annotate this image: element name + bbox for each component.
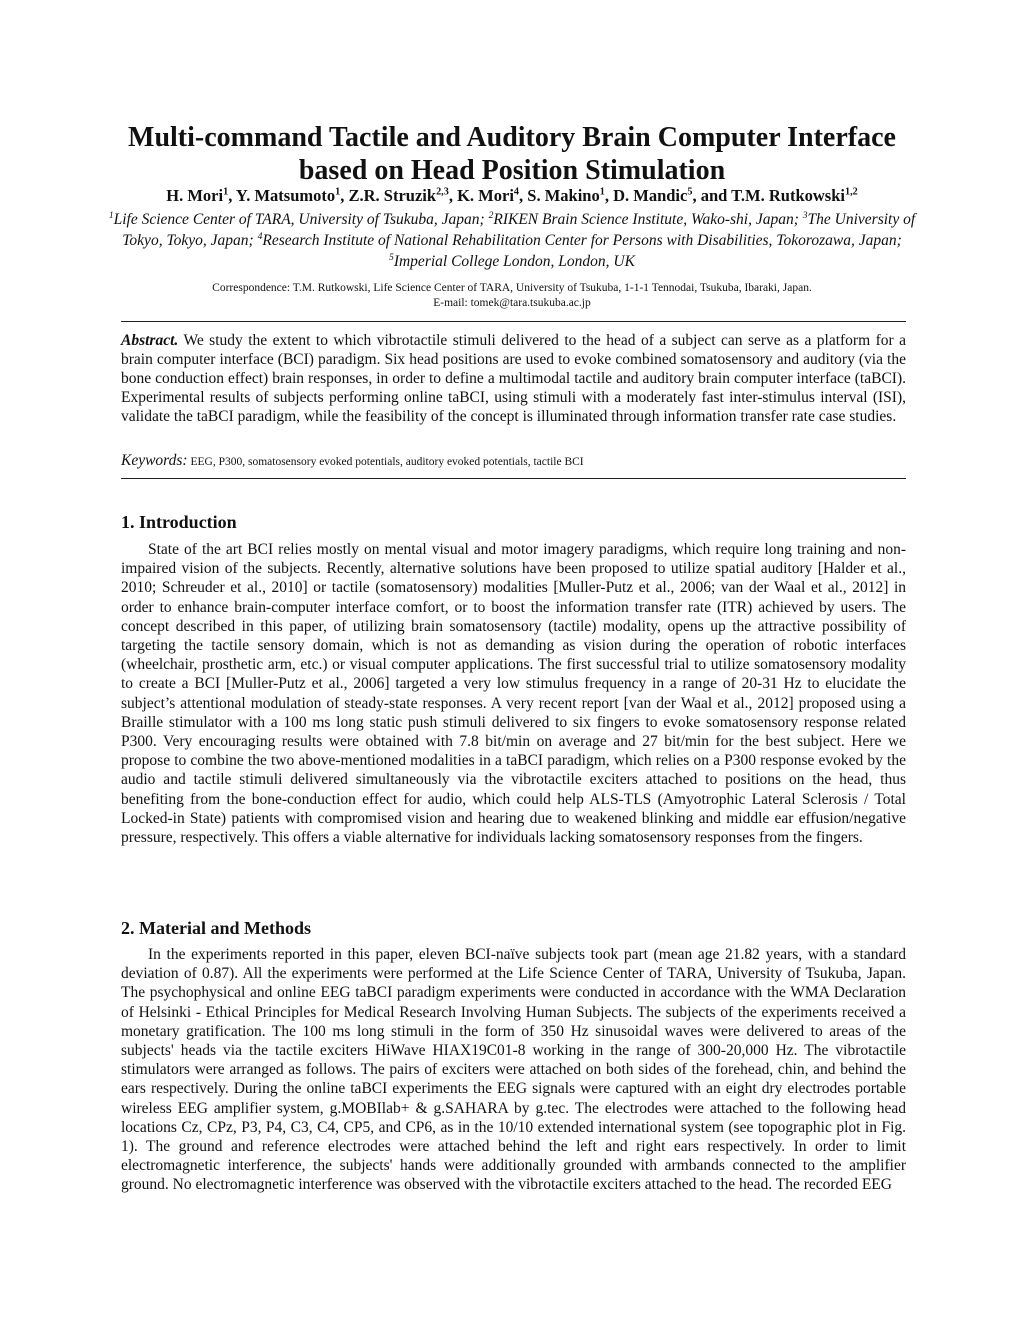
- keywords: [121, 453, 906, 470]
- author: Z.R. Struzik$^{2,3}$,: [348, 186, 458, 205]
- section-heading: 1. Introduction: [121, 512, 237, 532]
- section-body: In the experiments reported in this paper, eleven BCI-naïve subjects took part (mean age 21.82 years, with a standard deviation of 0.87). All the experiments were performed at the Life Science Center of TARA, University of Tsukuba, Japan. The psychophysical and online EEG taBCI paradigm experiments were conducted in accordance with the WMA Declaration of Helsinki - Ethical Principles for Medical Research Involving Human Subjects. The subjects of the experiments received a monetary gratification. The 100 ms long stimuli in the form of 350 Hz sinusoidal waves were delivered to areas of the subjects' heads via the tactile exciters HiWave HIAX19C01-8 working in the range of 300-20,000 Hz. The vibrotactile stimulators were arranged as follows. The pairs of exciters were attached on both sides of the forehead, chin, and behind the ears respectively. During the online taBCI experiments the EEG signals were captured with an eight dry electrodes portable wireless EEG amplifier system, g.MOBIlab+ & g.SAHARA by g.tec. The electrodes were attached to the following head locations Cz, CPz, P3, P4, C3, C4, CP5, and CP6, as in the 10/10 extended international system (see topographic plot in Fig. 1). The ground and reference electrodes were attached behind the left and right ears respectively. In order to limit electromagnetic interference, the subjects' hands were additionally grounded with armbands connected to the amplifier ground. No electromagnetic interference was observed with the vibrotactile exciters attached to the head. The recorded EEG: [121, 946, 906, 1194]
- affiliation: Life Science Center of TARA, University of Tsukuba, Japan;: [113, 211, 489, 228]
- correspondence-address: Correspondence: T.M. Rutkowski, Life Science Center of TARA, University of Tsukuba, 1-1-1 Tennodai, Tsukuba, Ibaraki, Japan.: [212, 282, 812, 294]
- abstract-label: Abstract.: [121, 332, 179, 349]
- paper-title: Multi-command Tactile and Auditory Brain Computer Interface based on Head Position Stimulation: [128, 122, 896, 186]
- author: Y. Matsumoto$^1$,: [235, 186, 349, 205]
- affiliation: Imperial College London, London, UK: [393, 253, 635, 270]
- section-heading: 2. Material and Methods: [121, 918, 311, 938]
- author-list: [100, 186, 924, 206]
- author: D. Mandic$^5$, and: [613, 186, 732, 205]
- author: T.M. Rutkowski$^{1,2}$: [731, 186, 858, 205]
- affiliation: RIKEN Brain Science Institute, Wako-shi, Japan;: [493, 211, 803, 228]
- correspondence-email: E-mail: tomek@tara.tsukuba.ac.jp: [433, 297, 591, 309]
- divider-top: [121, 321, 906, 322]
- author: K. Mori$^4$,: [457, 186, 528, 205]
- abstract: [121, 331, 906, 426]
- affiliation: Research Institute of National Rehabilitation Center for Persons with Disabilities, Tokorozawa, Japan;: [262, 232, 902, 249]
- abstract-text: We study the extent to which vibrotactile stimuli delivered to the head of a subject can serve as a platform for a brain computer interface (BCI) paradigm. Six head positions are used to evoke combined somatosensory and auditory (via the bone conduction effect) brain responses, in order to define a multimodal tactile and auditory brain computer interface (taBCI). Experimental results of subjects performing online taBCI, using stimuli with a moderately fast inter-stimulus interval (ISI), validate the taBCI paradigm, while the feasibility of the concept is illuminated through information transfer rate case studies.: [121, 332, 906, 425]
- author: S. Makino$^1$,: [527, 186, 614, 205]
- affiliation: The University of Tokyo, Tokyo, Japan;: [122, 211, 916, 249]
- divider-bottom: [121, 478, 906, 479]
- keywords-text: EEG, P300, somatosensory evoked potentials, auditory evoked potentials, tactile BCI: [190, 456, 584, 468]
- author: H. Mori$^1$,: [166, 186, 236, 205]
- section-body: State of the art BCI relies mostly on mental visual and motor imagery paradigms, which require long training and non-impaired vision of the subjects. Recently, alternative solutions have been proposed to utilize spatial auditory [Halder et al., 2010; Schreuder et al., 2010] or tactile (somatosensory) modalities [Muller-Putz et al., 2006; van der Waal et al., 2012] in order to enhance brain-computer interface comfort, or to boost the information transfer rate (ITR) achieved by users. The concept described in this paper, of utilizing brain somatosensory (tactile) modality, opens up the attractive possibility of targeting the tactile sensory domain, which is not as demanding as vision during the operation of robotic interfaces (wheelchair, prosthetic arm, etc.) or visual computer applications. The first successful trial to utilize somatosensory modality to create a BCI [Muller-Putz et al., 2006] targeted a very low stimulus frequency in a range of 20-31 Hz to elucidate the subject’s attentional modulation of steady-state responses. A very recent report [van der Waal et al., 2012] proposed using a Braille stimulator with a 100 ms long static push stimuli delivered to six fingers to evoke somatosensory response related P300. Very encouraging results were obtained with 7.8 bit/min on average and 27 bit/min for the best subject. Here we propose to combine the two above-mentioned modalities in a taBCI paradigm, which relies on a P300 response evoked by the audio and tactile stimuli delivered simultaneously via the vibrotactile exciters attached to positions on the head, thus benefiting from the bone-conduction effect for audio, which could help ALS-TLS (Amyotrophic Lateral Sclerosis / Total Locked-in State) patients with compromised vision and hearing due to weakened blinking and middle ear effusion/negative pressure, respectively. This offers a viable alternative for individuals lacking somatosensory responses from the fingers.: [121, 541, 906, 847]
- affiliations: $^1$Life Science Center of TARA, University of Tsukuba, Japan; $^2$RIKEN Brain Science Institute, Wako-shi, Japan; $^3$The University of Tokyo, Tokyo, Japan; $^4$Research Institute of National Rehabilitation Center for Persons with Disabilities, Tokorozawa, Japan; $^5$Imperial College London, London, UK: [108, 209, 916, 270]
- keywords-label: Keywords:: [121, 452, 188, 469]
- correspondence-block: [100, 281, 924, 311]
